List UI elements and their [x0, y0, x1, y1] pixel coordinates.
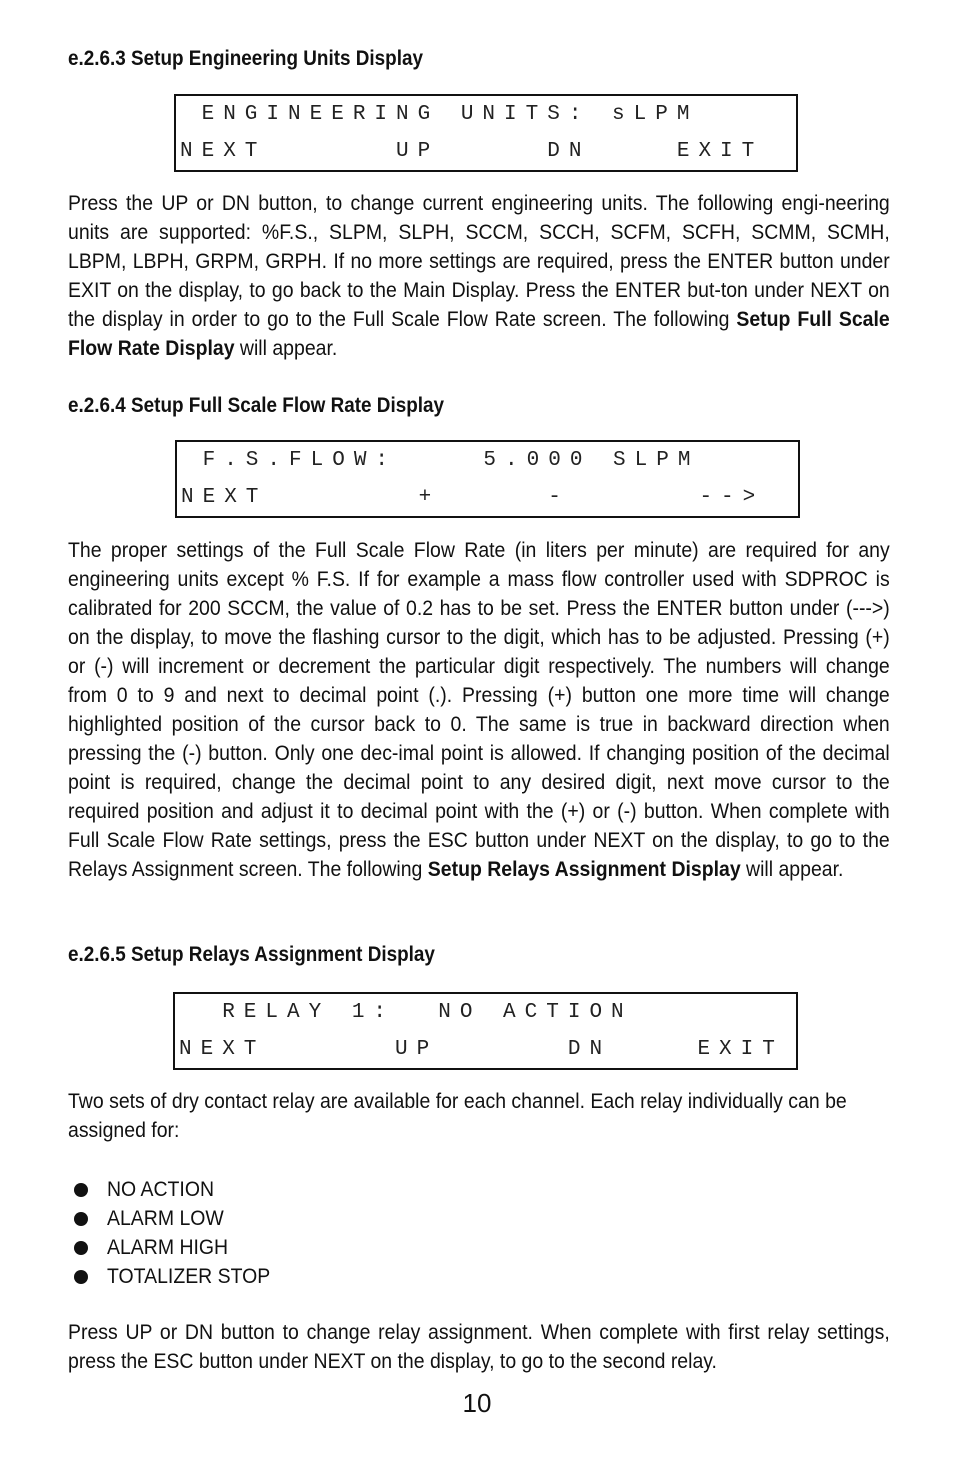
lcd-line-2: NEXT UP DN EXIT — [179, 1038, 784, 1061]
paragraph-full-scale-flow: The proper settings of the Full Scale Flow Rate (in liters per minute) are required for any engineering units except % F.S. If for example a mass flow controller used with SDPROC is calibrated for 200 SCCM, the value of 0.2 has to be set. Press the ENTER button under (--->) on the display, to move the flashing cursor to the digit, which has to be adjusted. Pressing (+) or (-) will increment or decrement the particular digit respectively. The numbers will change from 0 to 9 and next to decimal point (.). Pressing (+) button one more time will change highlighted position of the cursor back to 0. The same is true in backward direction when pressing the (-) button. Only one dec-imal point is allowed. If changing position of the decimal point is required, change the decimal point to any desired digit, next move cursor to the required position and adjust it to decimal point with the (+) or (-) button. When complete with Full Scale Flow Rate settings, press the ESC button under NEXT on the display, to go to the Relays Assignment screen. The following Setup Relays Assignment Display will appear. — [68, 538, 890, 881]
relay-options-list — [72, 1175, 287, 1291]
section-heading-engineering-units: e.2.6.3 Setup Engineering Units Display — [68, 47, 423, 70]
lcd-display-engineering-units — [174, 94, 798, 172]
paragraph-engineering-units: Press the UP or DN button, to change current engineering units. The following engi-neering units are supported: %F.S., SLPM, SLPH, SCCM, SCCH, SCFM, SCFH, SCMM, SCMH, LBPM, LBPH, GRPM, GRPH. If no more settings are required, press the ENTER button under EXIT on the display, to go back to the Main Display. Press the ENTER but-ton under NEXT on the display in order to go to the Full Scale Flow Rate screen. The following Setup Full Scale Flow Rate Display will appear. — [68, 191, 890, 360]
page-number: 10 — [462, 1388, 492, 1418]
list-item: TOTALIZER STOP — [72, 1262, 287, 1291]
lcd-display-relays-assignment — [173, 992, 798, 1070]
bullet-icon — [74, 1212, 88, 1226]
lcd-line-1: ENGINEERING UNITS: sLPM — [180, 103, 699, 126]
paragraph-relays-assignment: Two sets of dry contact relay are available for each channel. Each relay individually can be assigned for: — [68, 1089, 847, 1142]
lcd-line-2: NEXT UP DN EXIT — [180, 140, 764, 163]
list-item: NO ACTION — [72, 1175, 287, 1204]
bullet-icon — [74, 1241, 88, 1255]
bullet-icon — [74, 1183, 88, 1197]
closing-paragraph: Press UP or DN button to change relay assignment. When complete with first relay settings, press the ESC button under NEXT on the display, to go to the second relay. — [68, 1320, 890, 1373]
bullet-icon — [74, 1270, 88, 1284]
lcd-line-1: F.S.FLOW: 5.000 SLPM — [181, 449, 700, 472]
lcd-line-1: RELAY 1: NO ACTION — [179, 1001, 633, 1024]
section-heading-full-scale-flow: e.2.6.4 Setup Full Scale Flow Rate Display — [68, 394, 445, 417]
lcd-display-full-scale-flow — [175, 440, 800, 518]
section-heading-relays-assignment: e.2.6.5 Setup Relays Assignment Display — [68, 943, 435, 966]
list-item: ALARM LOW — [72, 1204, 287, 1233]
list-item: ALARM HIGH — [72, 1233, 287, 1262]
lcd-line-2: NEXT + - --> — [181, 486, 765, 509]
